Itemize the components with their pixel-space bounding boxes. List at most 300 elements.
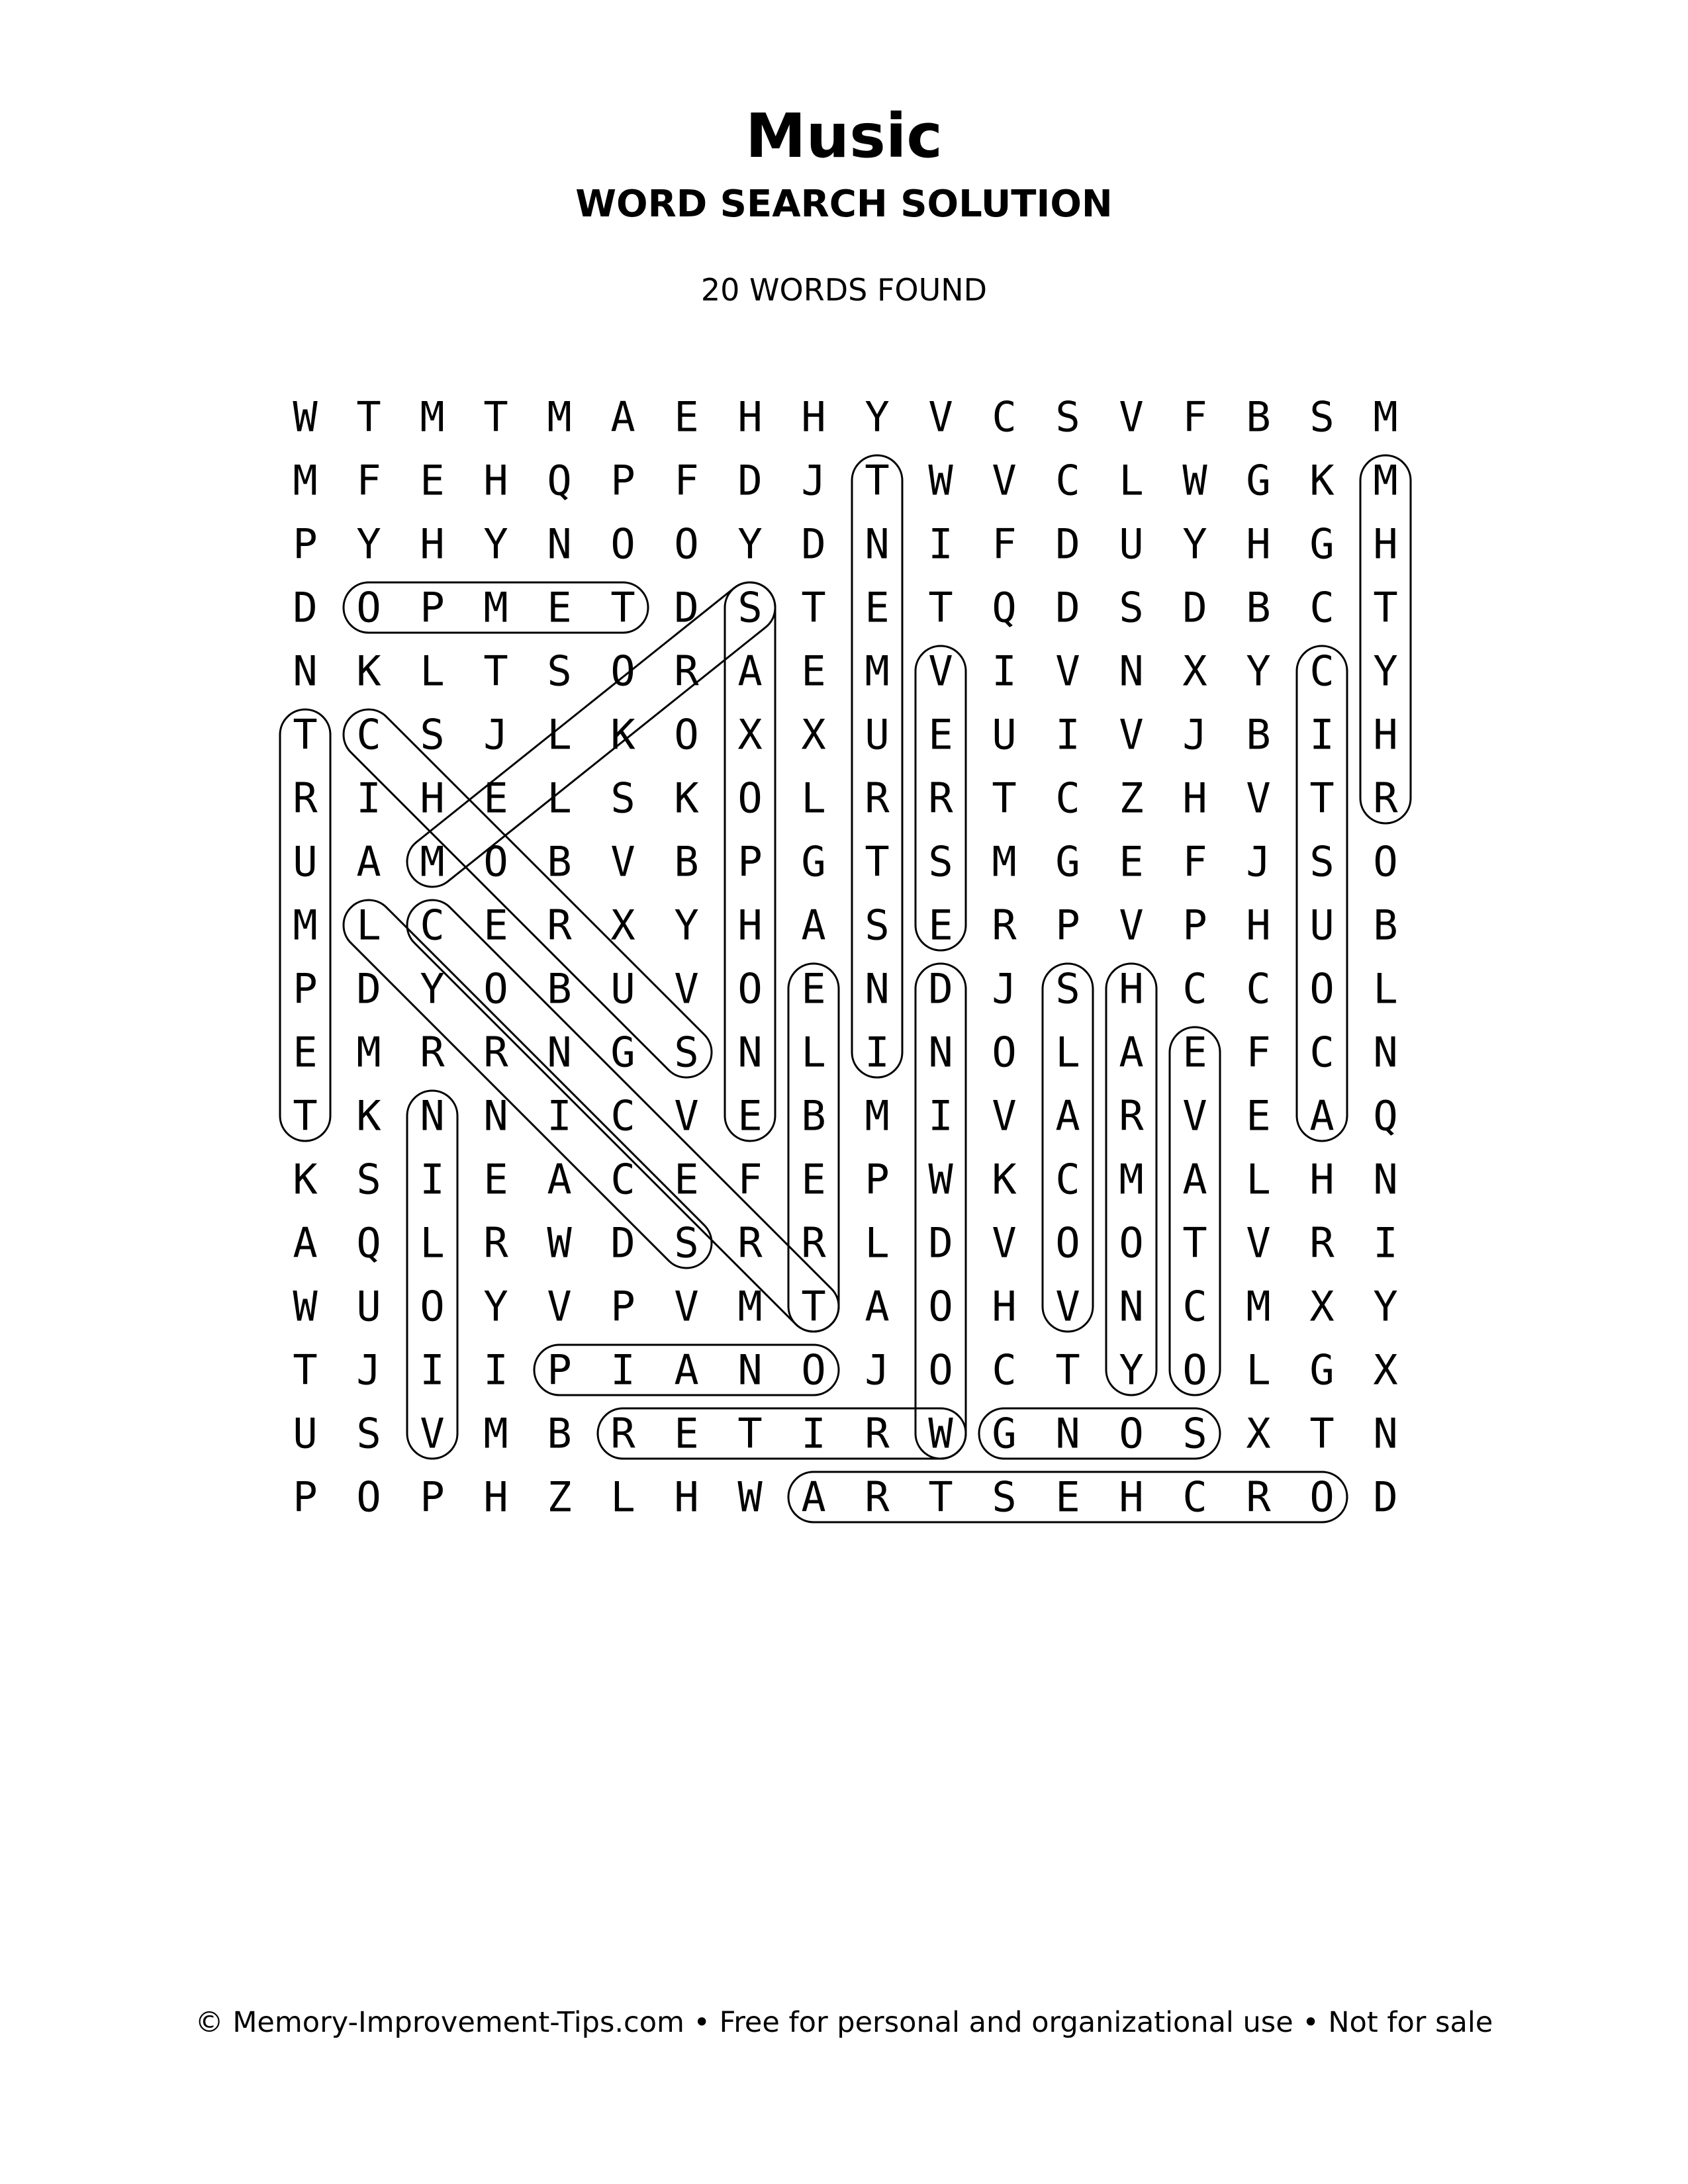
grid-letter: S — [610, 774, 635, 823]
grid-letter: B — [1373, 901, 1398, 950]
grid-letter: Y — [1373, 1282, 1398, 1331]
grid-letter: H — [1373, 520, 1398, 569]
grid-letter: O — [674, 520, 699, 569]
grid-letter: S — [1055, 392, 1080, 441]
grid-letter: R — [293, 774, 318, 823]
grid-letter: X — [801, 710, 826, 759]
grid-letter: Q — [992, 583, 1017, 632]
grid-letter: S — [865, 901, 890, 950]
grid-letter: E — [801, 1155, 826, 1204]
grid-letter: S — [1055, 964, 1080, 1013]
grid-letter: R — [674, 647, 699, 696]
grid-letter: K — [356, 1091, 381, 1140]
grid-letter: E — [674, 1409, 699, 1458]
grid-letter: Y — [865, 392, 890, 441]
grid-letter: I — [1055, 710, 1080, 759]
grid-letter: H — [1246, 901, 1271, 950]
solution-oval-treble — [788, 964, 839, 1332]
grid-letter: X — [1373, 1345, 1398, 1394]
grid-letter: V — [674, 1091, 699, 1140]
grid-letter: T — [293, 1345, 318, 1394]
grid-letter: S — [1182, 1409, 1207, 1458]
grid-letter: T — [1055, 1345, 1080, 1394]
grid-letter: W — [928, 1409, 953, 1458]
grid-letter: D — [674, 583, 699, 632]
grid-letter: O — [1055, 1218, 1080, 1267]
grid-letter: R — [420, 1028, 445, 1077]
grid-letter: R — [928, 774, 953, 823]
grid-letter: V — [547, 1282, 572, 1331]
grid-letter: P — [737, 837, 763, 886]
grid-letter: J — [1182, 710, 1207, 759]
grid-letter: S — [992, 1473, 1017, 1522]
grid-letter: C — [1182, 1282, 1207, 1331]
grid-letter: L — [801, 774, 826, 823]
grid-letter: R — [865, 1473, 890, 1522]
grid-letter: A — [865, 1282, 890, 1331]
grid-letter: H — [737, 392, 763, 441]
grid-letter: A — [1309, 1091, 1335, 1140]
grid-letter: I — [547, 1091, 572, 1140]
grid-letter: B — [547, 837, 572, 886]
grid-letter: W — [737, 1473, 763, 1522]
grid-letter: E — [483, 901, 508, 950]
grid-letter: U — [1119, 520, 1144, 569]
grid-letter: B — [674, 837, 699, 886]
grid-letter: E — [547, 583, 572, 632]
grid-letter: B — [1246, 710, 1271, 759]
grid-letter: T — [737, 1409, 763, 1458]
grid-letter: K — [293, 1155, 318, 1204]
grid-letter: K — [1309, 456, 1335, 505]
grid-letter: H — [1309, 1155, 1335, 1204]
grid-letter: O — [737, 964, 763, 1013]
page-subtitle: WORD SEARCH SOLUTION — [575, 183, 1113, 226]
grid-letter: I — [1309, 710, 1335, 759]
grid-letter: M — [356, 1028, 381, 1077]
grid-letter: S — [674, 1028, 699, 1077]
grid-letter: S — [356, 1409, 381, 1458]
grid-letter: U — [1309, 901, 1335, 950]
grid-letter: T — [1309, 1409, 1335, 1458]
grid-letter: L — [1246, 1345, 1271, 1394]
grid-letter: J — [801, 456, 826, 505]
grid-letter: N — [1373, 1155, 1398, 1204]
grid-letter: M — [865, 647, 890, 696]
grid-letter: S — [737, 583, 763, 632]
grid-letter: C — [1309, 583, 1335, 632]
grid-letter: W — [293, 1282, 318, 1331]
grid-letter: O — [356, 1473, 381, 1522]
grid-letter: E — [737, 1091, 763, 1140]
grid-letter: N — [547, 520, 572, 569]
grid-letter: L — [801, 1028, 826, 1077]
grid-letter: U — [865, 710, 890, 759]
grid-letter: D — [1055, 520, 1080, 569]
grid-letter: V — [420, 1409, 445, 1458]
grid-letter: C — [1182, 964, 1207, 1013]
grid-letter: E — [483, 1155, 508, 1204]
grid-letter: R — [801, 1218, 826, 1267]
grid-letter: V — [992, 1218, 1017, 1267]
grid-letter: R — [483, 1218, 508, 1267]
grid-letter: O — [1119, 1409, 1144, 1458]
grid-letter: H — [992, 1282, 1017, 1331]
grid-letter: T — [1309, 774, 1335, 823]
grid-letter: H — [674, 1473, 699, 1522]
grid-letter: F — [674, 456, 699, 505]
grid-letter: P — [293, 964, 318, 1013]
grid-letter: V — [1119, 901, 1144, 950]
grid-letter: T — [610, 583, 635, 632]
grid-letter: D — [356, 964, 381, 1013]
grid-letter: J — [992, 964, 1017, 1013]
grid-letter: I — [801, 1409, 826, 1458]
grid-letter: O — [1373, 837, 1398, 886]
page-title: Music — [745, 101, 943, 171]
grid-letter: C — [992, 1345, 1017, 1394]
grid-letter: X — [1182, 647, 1207, 696]
grid-letter: H — [1182, 774, 1207, 823]
grid-letter: C — [1182, 1473, 1207, 1522]
grid-letter: Z — [1119, 774, 1144, 823]
grid-letter: H — [483, 456, 508, 505]
grid-letter: V — [992, 1091, 1017, 1140]
grid-letter: S — [1309, 837, 1335, 886]
grid-letter: E — [1055, 1473, 1080, 1522]
grid-letter: C — [1055, 1155, 1080, 1204]
grid-letter: G — [1309, 1345, 1335, 1394]
grid-letter: F — [1182, 392, 1207, 441]
grid-letter: E — [801, 964, 826, 1013]
grid-letter: L — [547, 774, 572, 823]
grid-letter: H — [737, 901, 763, 950]
grid-letter: O — [356, 583, 381, 632]
grid-letter: N — [1119, 1282, 1144, 1331]
grid-letter: A — [610, 392, 635, 441]
grid-letter: K — [356, 647, 381, 696]
grid-letter: B — [1246, 392, 1271, 441]
grid-letter: E — [293, 1028, 318, 1077]
grid-letter: R — [865, 1409, 890, 1458]
grid-letter: G — [801, 837, 826, 886]
grid-letter: U — [356, 1282, 381, 1331]
grid-letter: S — [1119, 583, 1144, 632]
grid-letter: O — [483, 837, 508, 886]
grid-letter: N — [1373, 1028, 1398, 1077]
grid-letter: N — [1055, 1409, 1080, 1458]
grid-letter: S — [1309, 392, 1335, 441]
grid-letter: K — [992, 1155, 1017, 1204]
grid-letter: J — [356, 1345, 381, 1394]
grid-letter: L — [1246, 1155, 1271, 1204]
grid-letter: M — [737, 1282, 763, 1331]
grid-letter: B — [547, 1409, 572, 1458]
grid-letter: T — [1373, 583, 1398, 632]
grid-letter: P — [293, 1473, 318, 1522]
grid-letter: C — [356, 710, 381, 759]
grid-letter: V — [1246, 774, 1271, 823]
grid-letter: N — [1119, 647, 1144, 696]
grid-letter: A — [801, 901, 826, 950]
grid-letter: D — [293, 583, 318, 632]
grid-letter: O — [1182, 1345, 1207, 1394]
grid-letter: A — [547, 1155, 572, 1204]
grid-letter: E — [928, 901, 953, 950]
grid-letter: N — [483, 1091, 508, 1140]
grid-letter: N — [865, 520, 890, 569]
grid-letter: A — [1055, 1091, 1080, 1140]
solution-oval-octave — [1170, 1027, 1220, 1395]
grid-letter: R — [547, 901, 572, 950]
grid-letter: G — [1055, 837, 1080, 886]
grid-letter: V — [1119, 392, 1144, 441]
grid-letter: U — [992, 710, 1017, 759]
grid-letter: V — [928, 647, 953, 696]
grid-letter: A — [293, 1218, 318, 1267]
grid-letter: C — [1309, 1028, 1335, 1077]
grid-letter: S — [547, 647, 572, 696]
grid-letter: X — [1309, 1282, 1335, 1331]
grid-letter: U — [293, 837, 318, 886]
grid-letter: Y — [356, 520, 381, 569]
grid-letter: P — [293, 520, 318, 569]
grid-letter: K — [674, 774, 699, 823]
grid-letter: T — [865, 837, 890, 886]
grid-letter: L — [1373, 964, 1398, 1013]
grid-letter: N — [547, 1028, 572, 1077]
grid-letter: Y — [483, 520, 508, 569]
grid-letter: P — [1182, 901, 1207, 950]
grid-letter: V — [674, 1282, 699, 1331]
grid-letter: P — [610, 456, 635, 505]
grid-letter: J — [483, 710, 508, 759]
solution-oval-chorus — [333, 699, 722, 1087]
grid-letter: D — [1182, 583, 1207, 632]
grid-letter: V — [1055, 647, 1080, 696]
grid-letter: U — [610, 964, 635, 1013]
grid-letter: N — [293, 647, 318, 696]
grid-letter: Q — [547, 456, 572, 505]
grid-letter: O — [737, 774, 763, 823]
grid-letter: V — [1055, 1282, 1080, 1331]
grid-letter: F — [356, 456, 381, 505]
grid-letter: R — [992, 901, 1017, 950]
solution-oval-violin — [407, 1091, 457, 1459]
grid-letter: V — [992, 456, 1017, 505]
grid-letter: N — [737, 1345, 763, 1394]
grid-letter: H — [1373, 710, 1398, 759]
grid-letter: D — [737, 456, 763, 505]
grid-letter: A — [801, 1473, 826, 1522]
grid-letter: N — [737, 1028, 763, 1077]
grid-letter: R — [1246, 1473, 1271, 1522]
grid-letter: O — [420, 1282, 445, 1331]
grid-letter: M — [1373, 392, 1398, 441]
grid-letter: M — [483, 583, 508, 632]
grid-letter: P — [610, 1282, 635, 1331]
grid-letter: E — [674, 1155, 699, 1204]
grid-letter: N — [1373, 1409, 1398, 1458]
grid-letter: O — [483, 964, 508, 1013]
grid-letter: T — [293, 710, 318, 759]
grid-letter: T — [992, 774, 1017, 823]
grid-letter: D — [801, 520, 826, 569]
grid-letter: T — [483, 647, 508, 696]
grid-letter: A — [1119, 1028, 1144, 1077]
solution-oval-writer — [598, 1408, 966, 1459]
grid-letter: G — [1309, 520, 1335, 569]
grid-letter: D — [610, 1218, 635, 1267]
grid-letter: W — [928, 1155, 953, 1204]
grid-letter: H — [801, 392, 826, 441]
solution-oval-slacov — [1043, 964, 1093, 1332]
grid-letter: C — [420, 901, 445, 950]
grid-letter: F — [992, 520, 1017, 569]
grid-letter: S — [674, 1218, 699, 1267]
grid-letter: V — [610, 837, 635, 886]
grid-letter: V — [1182, 1091, 1207, 1140]
grid-letter: A — [674, 1345, 699, 1394]
grid-letter: E — [1119, 837, 1144, 886]
solution-highlights — [280, 455, 1411, 1522]
grid-letter: D — [1055, 583, 1080, 632]
grid-letter: H — [1119, 964, 1144, 1013]
grid-letter: I — [420, 1345, 445, 1394]
grid-letter: L — [547, 710, 572, 759]
grid-letter: I — [865, 1028, 890, 1077]
grid-letter: M — [1119, 1155, 1144, 1204]
grid-letter: M — [992, 837, 1017, 886]
grid-letter: F — [1182, 837, 1207, 886]
grid-letter: T — [483, 392, 508, 441]
grid-letter: R — [483, 1028, 508, 1077]
grid-letter: E — [674, 392, 699, 441]
grid-letter: M — [865, 1091, 890, 1140]
grid-letter: J — [865, 1345, 890, 1394]
solution-oval-money — [397, 572, 786, 897]
grid-letter: J — [1246, 837, 1271, 886]
grid-letter: E — [420, 456, 445, 505]
grid-letter: S — [420, 710, 445, 759]
grid-letter: A — [737, 647, 763, 696]
grid-letter: Y — [1246, 647, 1271, 696]
grid-letter: M — [547, 392, 572, 441]
grid-letter: O — [610, 520, 635, 569]
grid-letter: F — [1246, 1028, 1271, 1077]
grid-letter: I — [928, 1091, 953, 1140]
grid-letter: T — [1182, 1218, 1207, 1267]
grid-letter: Z — [547, 1473, 572, 1522]
grid-letter: D — [928, 1218, 953, 1267]
grid-letter: O — [992, 1028, 1017, 1077]
grid-letter: E — [1182, 1028, 1207, 1077]
grid-letter: P — [420, 583, 445, 632]
grid-letter: L — [356, 901, 381, 950]
grid-letter: C — [992, 392, 1017, 441]
grid-letter: T — [293, 1091, 318, 1140]
grid-letter: F — [737, 1155, 763, 1204]
grid-letter: E — [1246, 1091, 1271, 1140]
grid-letter: E — [928, 710, 953, 759]
grid-letter: X — [1246, 1409, 1271, 1458]
grid-letter: E — [801, 647, 826, 696]
grid-letter: K — [610, 710, 635, 759]
grid-letter: V — [1119, 710, 1144, 759]
grid-letter: H — [1246, 520, 1271, 569]
grid-letter: L — [1055, 1028, 1080, 1077]
grid-letter: Y — [737, 520, 763, 569]
grid-letter: L — [420, 1218, 445, 1267]
grid-letter: Y — [420, 964, 445, 1013]
grid-letter: V — [1246, 1218, 1271, 1267]
grid-letter: H — [420, 520, 445, 569]
grid-letter: O — [1119, 1218, 1144, 1267]
grid-letter: C — [1246, 964, 1271, 1013]
grid-letter: O — [928, 1282, 953, 1331]
grid-letter: X — [610, 901, 635, 950]
solution-oval-rhythm — [1360, 455, 1411, 823]
grid-letter: I — [1373, 1218, 1398, 1267]
grid-letter: C — [610, 1155, 635, 1204]
grid-letter: Y — [1373, 647, 1398, 696]
grid-letter: I — [420, 1155, 445, 1204]
grid-letter: E — [483, 774, 508, 823]
grid-letter: C — [1309, 647, 1335, 696]
grid-letter: L — [610, 1473, 635, 1522]
grid-letter: T — [801, 583, 826, 632]
grid-letter: O — [1309, 1473, 1335, 1522]
grid-letter: C — [1055, 774, 1080, 823]
grid-letter: O — [610, 647, 635, 696]
grid-letter: G — [610, 1028, 635, 1077]
grid-letter: Y — [674, 901, 699, 950]
grid-letter: R — [1373, 774, 1398, 823]
grid-letter: W — [1182, 456, 1207, 505]
grid-letter: M — [1246, 1282, 1271, 1331]
grid-letter: E — [865, 583, 890, 632]
grid-letter: R — [1309, 1218, 1335, 1267]
grid-letter: D — [1373, 1473, 1398, 1522]
grid-letter: T — [865, 456, 890, 505]
grid-letter: W — [293, 392, 318, 441]
grid-letter: S — [928, 837, 953, 886]
grid-letter: G — [1246, 456, 1271, 505]
grid-letter: Q — [1373, 1091, 1398, 1140]
words-found-count: 20 WORDS FOUND — [700, 272, 988, 308]
grid-letter: W — [928, 456, 953, 505]
grid-letter: M — [1373, 456, 1398, 505]
grid-letter: N — [865, 964, 890, 1013]
grid-letter: S — [356, 1155, 381, 1204]
grid-letter: H — [1119, 1473, 1144, 1522]
grid-letter: G — [992, 1409, 1017, 1458]
grid-letter: P — [1055, 901, 1080, 950]
grid-letter: M — [420, 392, 445, 441]
grid-letter: P — [547, 1345, 572, 1394]
grid-letter: I — [356, 774, 381, 823]
grid-letter: B — [547, 964, 572, 1013]
grid-letters — [293, 393, 1398, 1522]
grid-letter: C — [1055, 456, 1080, 505]
grid-letter: L — [865, 1218, 890, 1267]
grid-letter: M — [293, 456, 318, 505]
grid-letter: I — [992, 647, 1017, 696]
grid-letter: T — [928, 583, 953, 632]
grid-letter: Y — [1119, 1345, 1144, 1394]
copyright-footer: © Memory-Improvement-Tips.com • Free for personal and organizational use • Not for sale — [195, 2006, 1493, 2039]
grid-letter: B — [1246, 583, 1271, 632]
